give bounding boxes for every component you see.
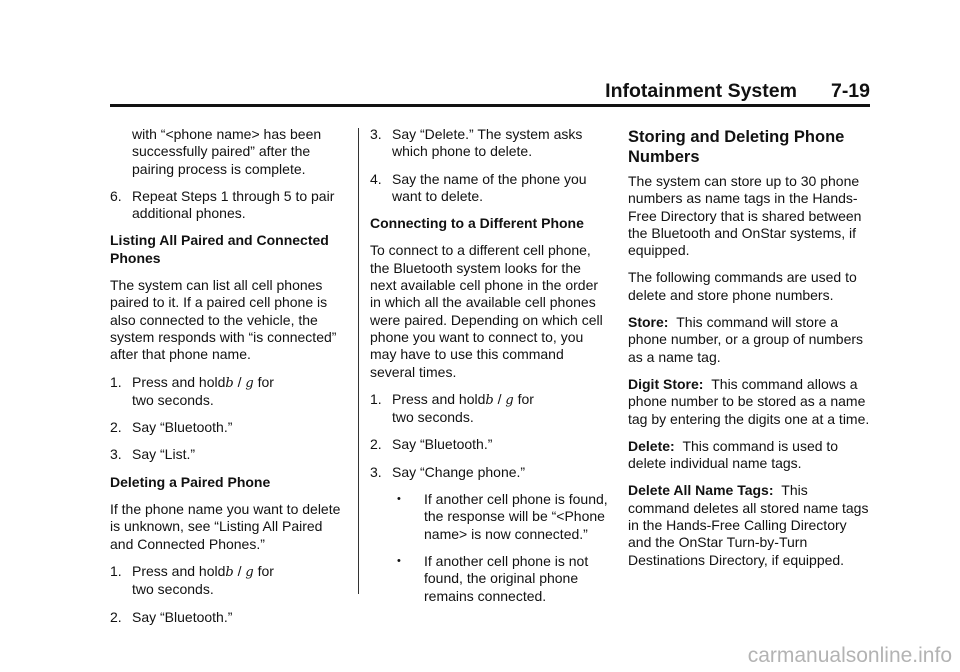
step-text-part: Press and hold [132, 562, 226, 579]
definition-term: Digit Store: [628, 375, 704, 392]
step-text [132, 374, 274, 410]
push-to-talk-icon: g [245, 564, 254, 580]
step-number: 6. [110, 187, 122, 204]
step-text-part: two seconds. [132, 391, 214, 408]
definition-text: This command allows a phone number to be stored as a name tag by entering the digits one at a time. [628, 375, 870, 427]
step-number: 2. [370, 436, 382, 453]
bullet-icon: • [397, 493, 401, 506]
column-2 [370, 126, 610, 615]
step-item [110, 563, 348, 599]
step-item [110, 446, 348, 463]
step-item [110, 374, 348, 410]
step-number: 4. [370, 170, 382, 187]
paragraph: If the phone name you want to delete is unknown, see “Listing All Paired and Connected Phones.” [110, 501, 341, 552]
watermark: carmanualsonline.info [747, 644, 952, 667]
definition-text: This command is used to delete individual name tags. [628, 437, 839, 472]
paragraph: To connect to a different cell phone, the Bluetooth system looks for the next available cell phone in the order in which all the available cell phones were paired. Depending on which cell phone you want to connect to, you may have to use this command several times. [370, 242, 603, 380]
column-1 [110, 126, 348, 636]
step-item [370, 464, 610, 481]
step-text: Say “Bluetooth.” [392, 436, 493, 453]
bullet-item [392, 553, 610, 605]
bullet-text: If another cell phone is found, the response will be “<Phone name> is now connected.” [424, 491, 608, 542]
step-number: 3. [370, 463, 382, 480]
step-item [370, 171, 610, 206]
step-text-part: two seconds. [392, 409, 474, 426]
step-text-part: for [257, 562, 274, 579]
definition-term: Store: [628, 314, 669, 331]
separator: / [233, 562, 246, 579]
section-heading: Connecting to a Different Phone [370, 215, 584, 232]
section-heading: Listing All Paired and Connected Phones [110, 232, 329, 266]
step-item [370, 436, 610, 453]
definition-delete-all [628, 482, 870, 568]
step-text: Say “Bluetooth.” [132, 419, 233, 436]
step-item [110, 188, 348, 223]
step-item [110, 419, 348, 436]
step-item [370, 126, 610, 161]
step-number: 1. [110, 562, 122, 579]
step-text-part: for [257, 373, 274, 390]
phone-button-icon: b [485, 392, 494, 408]
header-rule [110, 104, 870, 107]
continued-text: with “<phone name> has been successfully paired” after the pairing process is complete. [132, 126, 322, 177]
step-number: 3. [110, 446, 122, 463]
step-text-part: for [517, 390, 534, 407]
bullet-text: If another cell phone is not found, the original phone remains connected. [424, 552, 589, 604]
definition-digit-store [628, 376, 870, 428]
step-number: 2. [110, 608, 122, 625]
definition-term: Delete: [628, 437, 675, 454]
step-text: Repeat Steps 1 through 5 to pair additional phones. [132, 187, 335, 222]
separator: / [493, 390, 506, 407]
step-text [132, 563, 274, 599]
step-number: 2. [110, 419, 122, 436]
bullet-item [392, 491, 610, 543]
column-divider [358, 128, 359, 594]
definition-store [628, 314, 870, 366]
step-text: Say “Change phone.” [392, 463, 526, 480]
page-number: 7-19 [830, 80, 870, 102]
step-item [110, 609, 348, 626]
separator: / [233, 373, 246, 390]
section-title: Infotainment System [605, 80, 797, 102]
step-number: 3. [370, 126, 382, 142]
step-number: 1. [370, 390, 382, 407]
push-to-talk-icon: g [245, 375, 254, 391]
step-text: Say “List.” [132, 446, 196, 463]
paragraph: The following commands are used to delete and store phone numbers. [628, 269, 857, 303]
step-text: Say “Bluetooth.” [132, 608, 233, 625]
step-text-part: Press and hold [392, 390, 486, 407]
paragraph: The system can list all cell phones paired to it. If a paired cell phone is also connected to the vehicle, the system responds with “is connected” after that phone name. [110, 277, 337, 363]
page-header [110, 80, 870, 104]
definition-text: This command deletes all stored name tags in the Hands-Free Calling Directory and the OnStar Turn-by-Turn Destinations Directory, if equipped. [628, 482, 869, 568]
step-text: Say “Delete.” The system asks which phone to delete. [392, 126, 583, 160]
paragraph: The system can store up to 30 phone numbers as name tags in the Hands-Free Directory that is shared between the Bluetooth and OnStar systems, if equipped. [628, 173, 862, 259]
step-text: Say the name of the phone you want to delete. [392, 170, 587, 204]
step-text [392, 391, 534, 427]
definition-delete [628, 438, 870, 473]
push-to-talk-icon: g [505, 392, 514, 408]
phone-button-icon: b [225, 375, 234, 391]
step-text-part: two seconds. [132, 581, 214, 598]
step-text-part: Press and hold [132, 373, 226, 390]
phone-button-icon: b [225, 564, 234, 580]
section-title-storing: Storing and Deleting Phone Numbers [628, 128, 845, 166]
bullet-icon: • [397, 554, 401, 567]
definition-text: This command will store a phone number, or a group of numbers as a name tag. [628, 314, 864, 365]
step-number: 1. [110, 373, 122, 390]
definition-term: Delete All Name Tags: [628, 482, 774, 499]
column-3 [628, 126, 870, 579]
section-heading: Deleting a Paired Phone [110, 473, 271, 490]
step-item [370, 391, 610, 427]
